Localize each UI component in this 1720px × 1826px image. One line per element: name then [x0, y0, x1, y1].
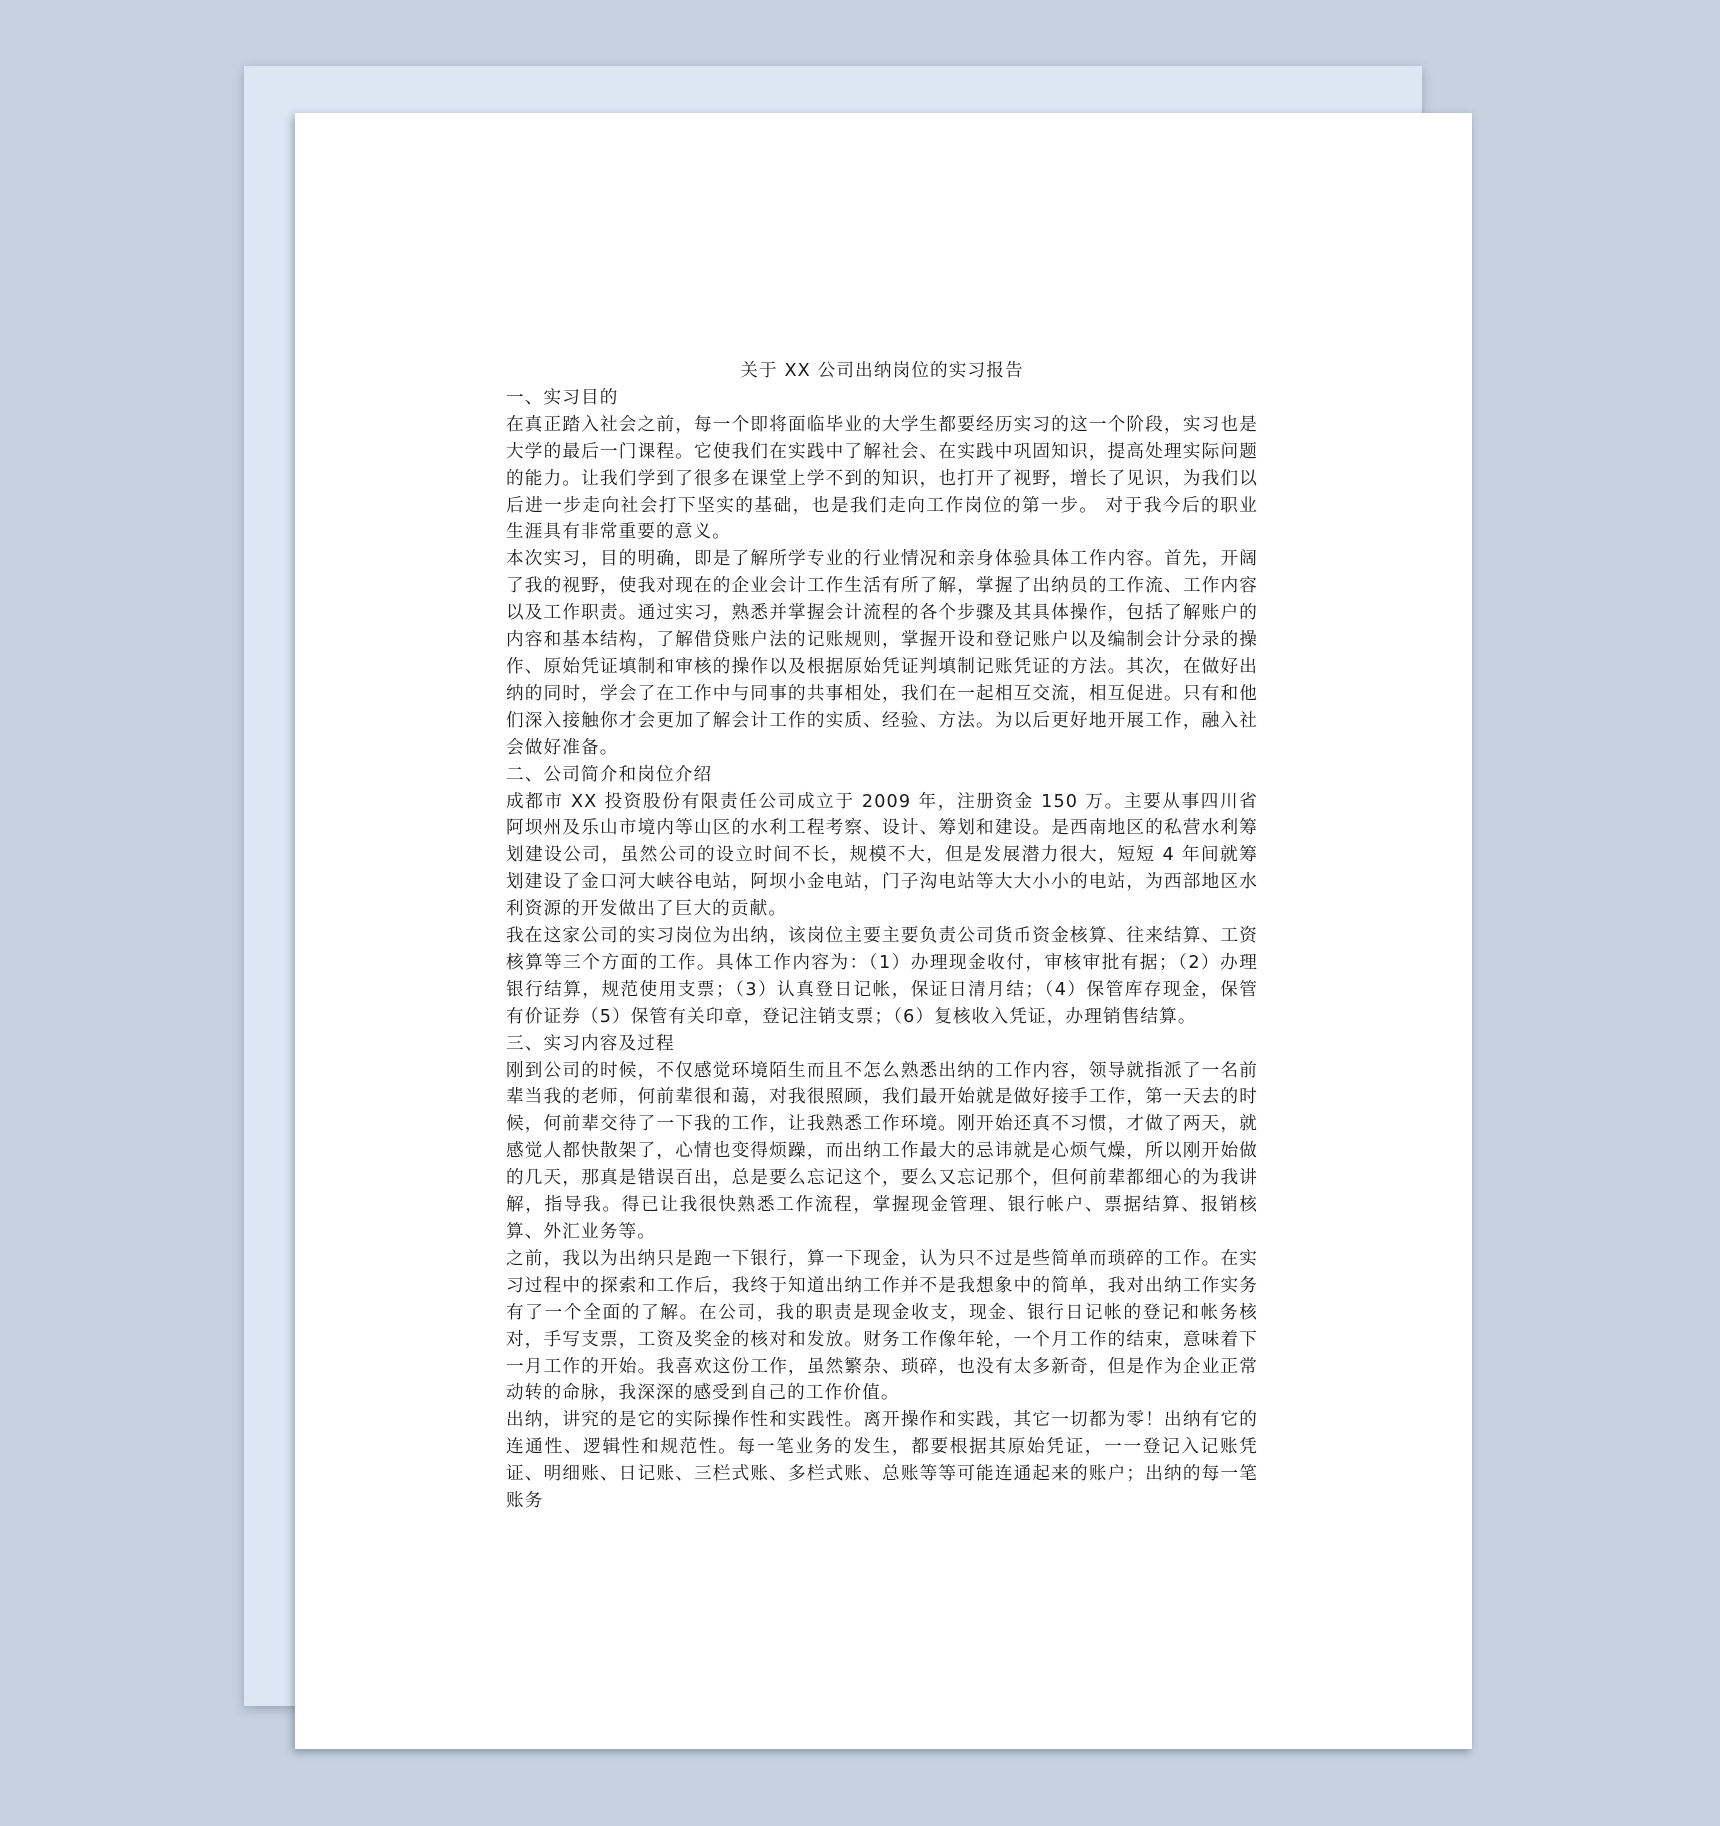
document-body — [506, 358, 1258, 1515]
document-title: 关于 XX 公司出纳岗位的实习报告 — [740, 361, 1024, 381]
front-page-sheet — [295, 113, 1472, 1749]
paragraph: 成都市 XX 投资股份有限责任公司成立于 2009 年，注册资金 150 万。主要从事四川省阿坝州及乐山市境内等山区的水利工程考察、设计、筹划和建设。是西南地区的私营水利筹划建设公司，虽然公司的设立时间不长，规模不大，但是发展潜力很大，短短 4 年间就筹划建设了金口河大峡谷电站，阿坝小金电站，门子沟电站等大大小小的电站，为西部地区水利资源的开发做出了巨大的贡献。 — [506, 791, 1258, 920]
paragraph: 出纳，讲究的是它的实际操作性和实践性。离开操作和实践，其它一切都为零！出纳有它的连通性、逻辑性和规范性。每一笔业务的发生，都要根据其原始凭证，一一登记入记账凭证、明细账、日记账、三栏式账、多栏式账、总账等等可能连通起来的账户；出纳的每一笔账务 — [506, 1410, 1258, 1512]
paragraph: 刚到公司的时候，不仅感觉环境陌生而且不怎么熟悉出纳的工作内容，领导就指派了一名前辈当我的老师，何前辈很和蔼，对我很照顾，我们最开始就是做好接手工作，第一天去的时候，何前辈交待了一下我的工作，让我熟悉工作环境。刚开始还真不习惯，才做了两天，就感觉人都快散架了，心情也变得烦躁，而出纳工作最大的忌讳就是心烦气燥，所以刚开始做的几天，那真是错误百出，总是要么忘记这个，要么又忘记那个，但何前辈都细心的为我讲解，指导我。得已让我很快熟悉工作流程，掌握现金管理、银行帐户、票据结算、报销核算、外汇业务等。 — [506, 1060, 1258, 1242]
paragraph: 之前，我以为出纳只是跑一下银行，算一下现金，认为只不过是些简单而琐碎的工作。在实习过程中的探索和工作后，我终于知道出纳工作并不是我想象中的简单，我对出纳工作实务有了一个全面的了解。在公司，我的职责是现金收支，现金、银行日记帐的登记和帐务核对，手写支票，工资及奖金的核对和发放。财务工作像年轮，一个月工作的结束，意味着下一月工作的开始。我喜欢这份工作，虽然繁杂、琐碎，也没有太多新奇，但是作为企业正常动转的命脉，我深深的感受到自己的工作价值。 — [506, 1248, 1258, 1404]
section-heading-purpose: 一、实习目的 — [506, 387, 619, 408]
paragraph: 在真正踏入社会之前，每一个即将面临毕业的大学生都要经历实习的这一个阶段，实习也是大学的最后一门课程。它使我们在实践中了解社会、在实践中巩固知识，提高处理实际问题的能力。让我们学到了很多在课堂上学不到的知识，也打开了视野，增长了见识，为我们以后进一步走向社会打下坚实的基础，也是我们走向工作岗位的第一步。 对于我今后的职业生涯具有非常重要的意义。 — [506, 414, 1258, 543]
section-heading-internship-process: 三、实习内容及过程 — [506, 1033, 675, 1054]
paragraph: 本次实习，目的明确，即是了解所学专业的行业情况和亲身体验具体工作内容。首先，开阔了我的视野，使我对现在的企业会计工作生活有所了解，掌握了出纳员的工作流、工作内容以及工作职责。通过实习，熟悉并掌握会计流程的各个步骤及其具体操作，包括了解账户的内容和基本结构，了解借贷账户法的记账规则，掌握开设和登记账户以及编制会计分录的操作、原始凭证填制和审核的操作以及根据原始凭证判填制记账凭证的方法。其次，在做好出纳的同时，学会了在工作中与同事的共事相处，我们在一起相互交流，相互促进。只有和他们深入接触你才会更加了解会计工作的实质、经验、方法。为以后更好地开展工作，融入社会做好准备。 — [506, 549, 1258, 758]
section-heading-company-intro: 二、公司简介和岗位介绍 — [506, 764, 713, 785]
paragraph: 我在这家公司的实习岗位为出纳，该岗位主要主要负责公司货币资金核算、往来结算、工资核算等三个方面的工作。具体工作内容为：（1）办理现金收付，审核审批有据；（2）办理银行结算，规范使用支票；（3）认真登日记帐，保证日清月结；（4）保管库存现金，保管有价证券（5）保管有关印章，登记注销支票；（6）复核收入凭证，办理销售结算。 — [506, 926, 1258, 1027]
